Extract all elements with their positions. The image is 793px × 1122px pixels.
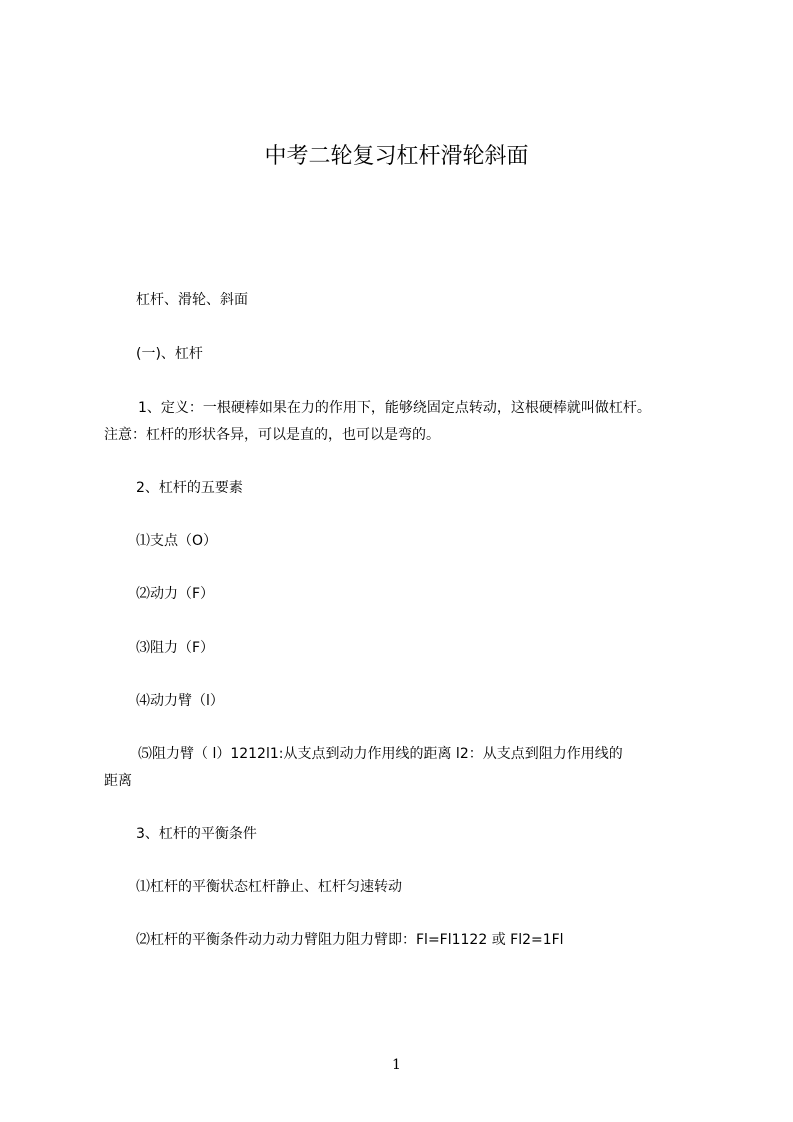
list-item-resistance-force: ⑶阻力（F） [136, 640, 215, 656]
list-item-effort-arm: ⑷动力臂（l） [136, 693, 224, 709]
subheading-five-elements: 2、杠杆的五要素 [136, 480, 243, 496]
list-item-fulcrum: ⑴支点（O） [136, 533, 218, 549]
paragraph-definition: 1、定义：一根硬棒如果在力的作用下，能够绕固定点转动，这根硬棒就叫做杠杆。 [138, 400, 651, 416]
list-item-resistance-arm: ⑸阻力臂（ l）1212l1:从支点到动力作用线的距离 l2：从支点到阻力作用线的 [138, 746, 623, 762]
section-heading-lever: (一)、杠杆 [136, 346, 203, 362]
document-title: 中考二轮复习杠杆滑轮斜面 [264, 144, 529, 169]
page-number: 1 [392, 1057, 401, 1073]
subheading-balance-condition: 3、杠杆的平衡条件 [136, 826, 257, 842]
section-heading-levers-pulleys-inclines: 杠杆、滑轮、斜面 [136, 292, 248, 308]
list-item-resistance-arm-continued: 距离 [104, 773, 132, 789]
paragraph-note: 注意：杠杆的形状各异，可以是直的，也可以是弯的。 [104, 427, 440, 443]
list-item-balance-state: ⑴杠杆的平衡状态杠杆静止、杠杆匀速转动 [136, 879, 402, 895]
list-item-effort-force: ⑵动力（F） [136, 586, 215, 602]
list-item-balance-formula: ⑵杠杆的平衡条件动力动力臂阻力阻力臂即：Fl=Fl1122 或 Fl2=1Fl [136, 932, 564, 948]
